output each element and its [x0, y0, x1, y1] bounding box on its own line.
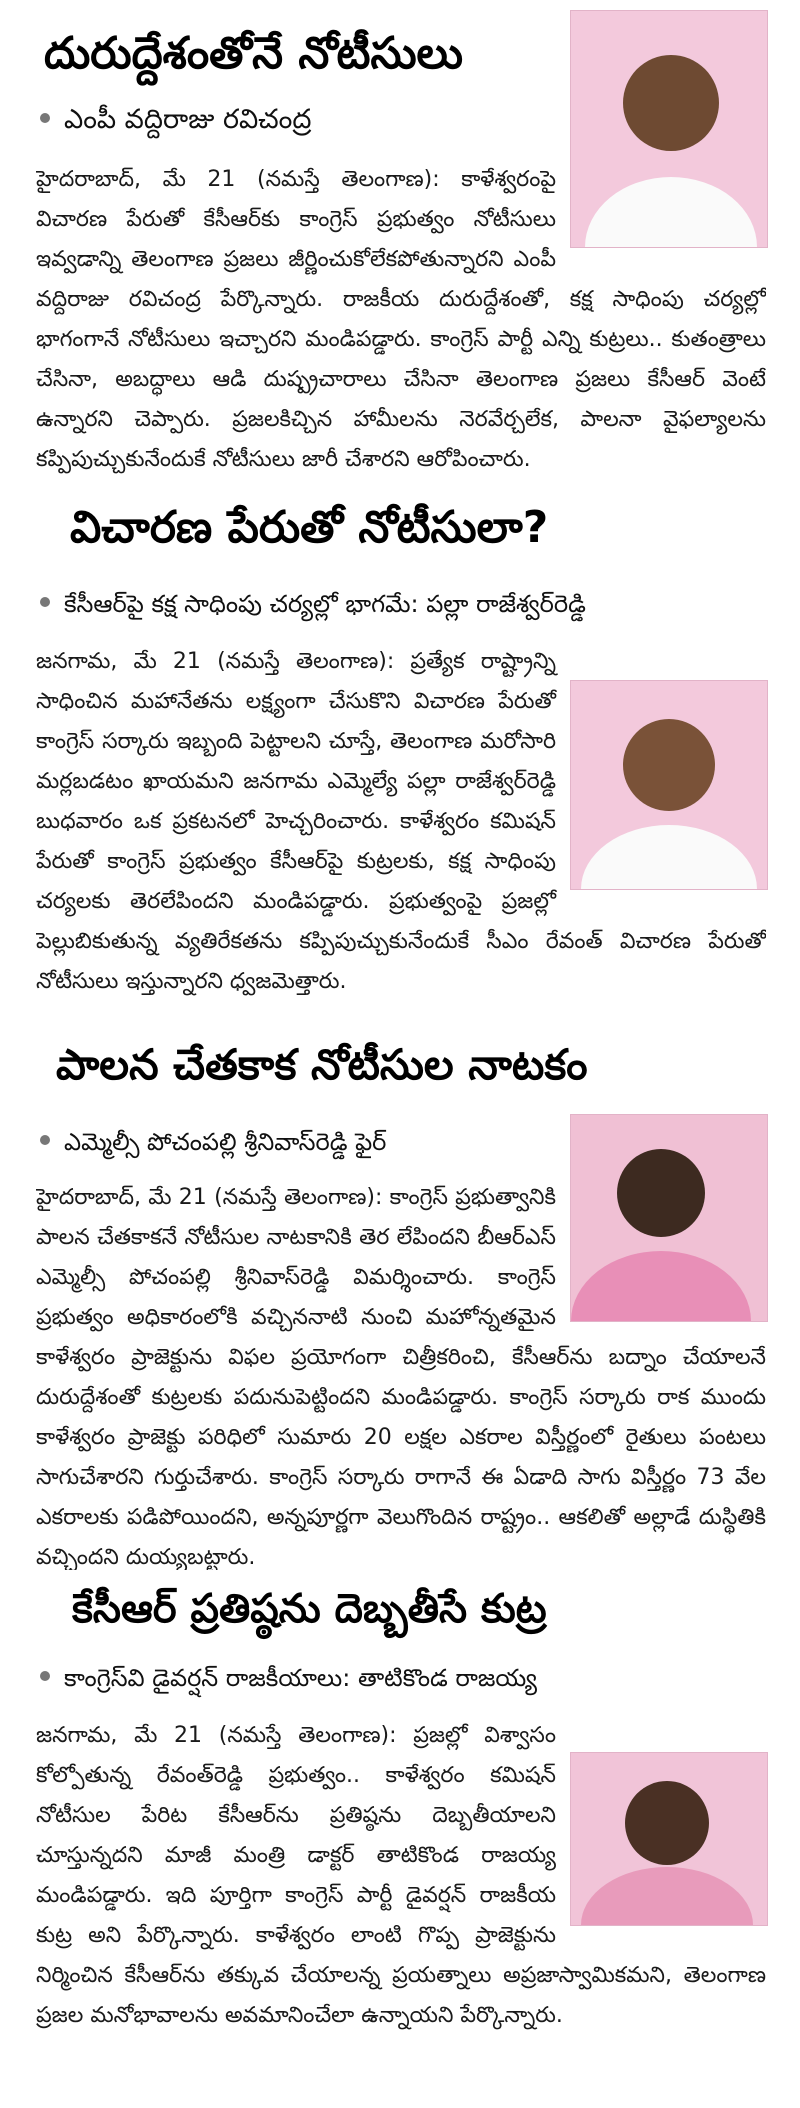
- article-body: జనగామ, మే 21 (నమస్తే తెలంగాణ): ప్రజల్లో విశ్వాసం కోల్పోతున్న రేవంత్‌రెడ్డి ప్రభుత్వం.. కాళేశ్వరం కమిషన్ నోటీసుల పేరిట కేసీఆర్‌ను ప్రతిష్ఠను దెబ్బతీయాలని చూస్తున్నదని మాజీ మంత్రి డాక్టర్ తాటికొండ రాజయ్య మండిపడ్డారు. ఇది పూర్తిగా కాంగ్రెస్ పార్టీ డైవర్షన్ రాజకీయ కుట్ర అని పేర్కొన్నారు. కాళేశ్వరం లాంటి గొప్ప ప్రాజెక్టును నిర్మించిన కేసీఆర్‌ను తక్కువ చేయాలన్న ప్రయత్నాలు అప్రజాస్వామికమని, తెలంగాణ ప్రజల మనోభావాలను అవమానించేలా ఉన్నాయని పేర్కొన్నారు.: [36, 1723, 766, 2028]
- byline-text: కాంగ్రెస్‌వి డైవర్షన్ రాజకీయాలు: తాటికొండ రాజయ్య: [64, 1664, 538, 1692]
- article-body: హైదరాబాద్, మే 21 (నమస్తే తెలంగాణ): కాళేశ్వరంపై విచారణ పేరుతో కేసీఆర్‌కు కాంగ్రెస్ ప్రభుత్వం నోటీసులు ఇవ్వడాన్ని తెలంగాణ ప్రజలు జీర్ణించుకోలేకపోతున్నారని ఎంపీ వద్దిరాజు రవిచంద్ర పేర్కొన్నారు. రాజకీయ దురుద్దేశంతో, కక్ష సాధింపు చర్యల్లో భాగంగానే నోటీసులు ఇచ్చారని మండిపడ్డారు. కాంగ్రెస్ పార్టీ ఎన్ని కుట్రలు.. కుతంత్రాలు చేసినా, అబద్ధాలు ఆడి దుష్ప్రచారాలు చేసినా తెలంగాణ ప్రజలు కేసీఆర్ వెంటే ఉన్నారని చెప్పారు. ప్రజలకిచ్చిన హామీలను నెరవేర్చలేక, పాలనా వైఫల్యాలను కప్పిపుచ్చుకునేందుకే నోటీసులు జారీ చేశారని ఆరోపించారు.: [36, 167, 766, 472]
- byline: [40, 1664, 537, 1698]
- article-body: జనగామ, మే 21 (నమస్తే తెలంగాణ): ప్రత్యేక రాష్ట్రాన్ని సాధించిన మహానేతను లక్ష్యంగా చేసుకొని విచారణ పేరుతో కాంగ్రెస్ సర్కారు ఇబ్బంది పెట్టాలని చూస్తే, తెలంగాణ మరోసారి మర్లబడటం ఖాయమని జనగామ ఎమ్మెల్యే పల్లా రాజేశ్వర్‌రెడ్డి బుధవారం ఒక ప్రకటనలో హెచ్చరించారు. కాళేశ్వరం కమిషన్ పేరుతో కాంగ్రెస్ ప్రభుత్వం కేసీఆర్‌పై కుట్రలకు, కక్ష సాధింపు చర్యలకు తెరలేపిందని మండిపడ్డారు. ప్రభుత్వంపై ప్రజల్లో పెల్లుబికుతున్న వ్యతిరేకతను కప్పిపుచ్చుకునేందుకే సీఎం రేవంత్ విచారణ పేరుతో నోటీసులు ఇస్తున్నారని ధ్వజమెత్తారు.: [36, 649, 766, 994]
- bullet-icon: [40, 597, 50, 607]
- bullet-icon: [40, 1671, 50, 1681]
- byline-text: ఎంపీ వద్దిరాజు రవిచంద్ర: [64, 104, 312, 135]
- byline-text: ఎమ్మెల్సీ పోచంపల్లి శ్రీనివాస్‌రెడ్డి ఫైర్: [64, 1128, 387, 1156]
- headline: పాలన చేతకాక నోటీసుల నాటకం: [56, 1040, 588, 1089]
- article-body: హైదరాబాద్, మే 21 (నమస్తే తెలంగాణ): కాంగ్రెస్ ప్రభుత్వానికి పాలన చేతకాకనే నోటీసుల నాటకానికి తెర లేపిందని బీఆర్ఎస్ ఎమ్మెల్సీ పోచంపల్లి శ్రీనివాస్‌రెడ్డి విమర్శించారు. కాంగ్రెస్ ప్రభుత్వం అధికారంలోకి వచ్చిననాటి నుంచి మహోన్నతమైన కాళేశ్వరం ప్రాజెక్టును విఫల ప్రయోగంగా చిత్రీకరించి, కేసీఆర్‌ను బద్నాం చేయాలనే దురుద్దేశంతో కుట్రలకు పదునుపెట్టిందని మండిపడ్డారు. కాంగ్రెస్ సర్కారు రాక ముందు కాళేశ్వరం ప్రాజెక్టు పరిధిలో సుమారు 20 లక్షల ఎకరాల విస్తీర్ణంలో రైతులు పంటలు సాగుచేశారని గుర్తుచేశారు. కాంగ్రెస్ సర్కారు రాగానే ఈ ఏడాది సాగు విస్తీర్ణం 73 వేల ఎకరాలకు పడిపోయిందని, అన్నపూర్ణగా వెలుగొందిన రాష్ట్రం.. ఆకలితో అల్లాడే దుస్థితికి వచ్చిందని దుయ్యబట్టారు.: [36, 1185, 766, 1570]
- headline: విచారణ పేరుతో నోటీసులా?: [70, 502, 549, 553]
- article-1: [0, 0, 800, 480]
- article-3: [0, 1010, 800, 1570]
- byline: [40, 590, 586, 624]
- headline: కేసీఆర్ ప్రతిష్ఠను దెబ్బతీసే కుట్ర: [72, 1586, 547, 1632]
- article-2: [0, 480, 800, 1010]
- bullet-icon: [40, 113, 50, 123]
- headline: దురుద్దేశంతోనే నోటీసులు: [44, 28, 463, 79]
- byline: [40, 104, 311, 142]
- byline: [40, 1128, 386, 1162]
- article-4: [0, 1570, 800, 2108]
- bullet-icon: [40, 1135, 50, 1145]
- byline-text: కేసీఆర్‌పై కక్ష సాధింపు చర్యల్లో భాగమే: పల్లా రాజేశ్వర్‌రెడ్డి: [64, 590, 586, 618]
